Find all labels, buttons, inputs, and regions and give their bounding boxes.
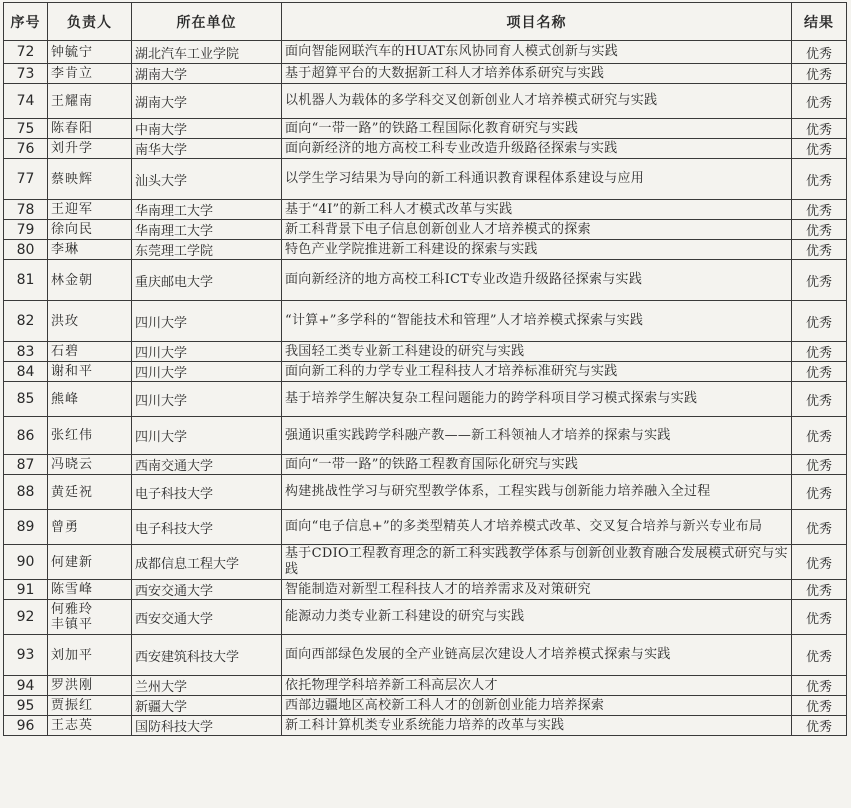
cell-result: 优秀 (792, 676, 847, 696)
table-header-row (4, 3, 847, 41)
cell-person: 王耀南 (48, 84, 132, 119)
cell-unit: 电子科技大学 (132, 510, 282, 545)
cell-person: 冯晓云 (48, 455, 132, 475)
cell-seq: 86 (4, 417, 48, 455)
cell-project: 依托物理学科培养新工科高层次人才 (282, 676, 792, 696)
cell-unit: 湖北汽车工业学院 (132, 41, 282, 64)
cell-project: 构建挑战性学习与研究型教学体系，工程实践与创新能力培养融入全过程 (282, 475, 792, 510)
cell-person: 李琳 (48, 240, 132, 260)
table-row (4, 240, 847, 260)
cell-unit: 四川大学 (132, 417, 282, 455)
cell-person: 徐向民 (48, 220, 132, 240)
cell-unit: 国防科技大学 (132, 716, 282, 736)
cell-person: 石碧 (48, 342, 132, 362)
cell-project: 基于“4I”的新工科人才模式改革与实践 (282, 200, 792, 220)
table-body (4, 41, 847, 736)
table-row (4, 580, 847, 600)
cell-result: 优秀 (792, 417, 847, 455)
cell-person: 陈春阳 (48, 119, 132, 139)
cell-seq: 78 (4, 200, 48, 220)
table-row (4, 41, 847, 64)
cell-result: 优秀 (792, 475, 847, 510)
cell-result: 优秀 (792, 84, 847, 119)
cell-seq: 73 (4, 64, 48, 84)
table-row (4, 139, 847, 159)
header-seq: 序号 (4, 3, 48, 41)
header-unit: 所在单位 (132, 3, 282, 41)
cell-seq: 92 (4, 600, 48, 635)
table-row (4, 475, 847, 510)
cell-unit: 西南交通大学 (132, 455, 282, 475)
cell-project: 特色产业学院推进新工科建设的探索与实践 (282, 240, 792, 260)
cell-result: 优秀 (792, 260, 847, 301)
awards-table (3, 2, 847, 736)
cell-unit: 四川大学 (132, 301, 282, 342)
table-row (4, 417, 847, 455)
cell-project: 智能制造对新型工程科技人才的培养需求及对策研究 (282, 580, 792, 600)
table-row (4, 696, 847, 716)
cell-person: 罗洪刚 (48, 676, 132, 696)
cell-result: 优秀 (792, 455, 847, 475)
cell-person: 林金朝 (48, 260, 132, 301)
table-row (4, 716, 847, 736)
cell-project: 新工科背景下电子信息创新创业人才培养模式的探索 (282, 220, 792, 240)
cell-person: 李肯立 (48, 64, 132, 84)
cell-seq: 72 (4, 41, 48, 64)
cell-person: 钟毓宁 (48, 41, 132, 64)
cell-project: 面向西部绿色发展的全产业链高层次建设人才培养模式探索与实践 (282, 635, 792, 676)
table-row (4, 301, 847, 342)
cell-person: 蔡映辉 (48, 159, 132, 200)
cell-result: 优秀 (792, 41, 847, 64)
cell-result: 优秀 (792, 510, 847, 545)
cell-unit: 湖南大学 (132, 84, 282, 119)
cell-seq: 85 (4, 382, 48, 417)
cell-result: 优秀 (792, 159, 847, 200)
cell-project: 面向“电子信息+”的多类型精英人才培养模式改革、交叉复合培养与新兴专业布局 (282, 510, 792, 545)
cell-result: 优秀 (792, 580, 847, 600)
cell-result: 优秀 (792, 696, 847, 716)
cell-seq: 74 (4, 84, 48, 119)
table-row (4, 382, 847, 417)
cell-seq: 75 (4, 119, 48, 139)
cell-result: 优秀 (792, 64, 847, 84)
cell-person: 熊峰 (48, 382, 132, 417)
cell-seq: 95 (4, 696, 48, 716)
header-person: 负责人 (48, 3, 132, 41)
cell-seq: 94 (4, 676, 48, 696)
cell-person: 陈雪峰 (48, 580, 132, 600)
cell-unit: 中南大学 (132, 119, 282, 139)
cell-unit: 成都信息工程大学 (132, 545, 282, 580)
cell-project: 西部边疆地区高校新工科人才的创新创业能力培养探索 (282, 696, 792, 716)
cell-seq: 76 (4, 139, 48, 159)
cell-seq: 90 (4, 545, 48, 580)
table-row (4, 510, 847, 545)
cell-project: 面向新经济的地方高校工科ICT专业改造升级路径探索与实践 (282, 260, 792, 301)
cell-project: 面向“一带一路”的铁路工程教育国际化研究与实践 (282, 455, 792, 475)
cell-result: 优秀 (792, 220, 847, 240)
cell-seq: 84 (4, 362, 48, 382)
cell-unit: 东莞理工学院 (132, 240, 282, 260)
cell-project: 面向智能网联汽车的HUAT东风协同育人模式创新与实践 (282, 41, 792, 64)
header-result: 结果 (792, 3, 847, 41)
cell-unit: 汕头大学 (132, 159, 282, 200)
cell-seq: 83 (4, 342, 48, 362)
cell-project: 基于CDIO工程教育理念的新工科实践教学体系与创新创业教育融合发展模式研究与实践 (282, 545, 792, 580)
table-row (4, 84, 847, 119)
cell-project: 面向“一带一路”的铁路工程国际化教育研究与实践 (282, 119, 792, 139)
cell-person: 黄廷祝 (48, 475, 132, 510)
cell-seq: 89 (4, 510, 48, 545)
cell-project: 基于超算平台的大数据新工科人才培养体系研究与实践 (282, 64, 792, 84)
cell-unit: 电子科技大学 (132, 475, 282, 510)
cell-unit: 四川大学 (132, 342, 282, 362)
cell-seq: 91 (4, 580, 48, 600)
cell-result: 优秀 (792, 382, 847, 417)
cell-unit: 西安交通大学 (132, 580, 282, 600)
table-row (4, 600, 847, 635)
cell-result: 优秀 (792, 119, 847, 139)
cell-project: 面向新经济的地方高校工科专业改造升级路径探索与实践 (282, 139, 792, 159)
cell-unit: 兰州大学 (132, 676, 282, 696)
cell-result: 优秀 (792, 362, 847, 382)
cell-unit: 南华大学 (132, 139, 282, 159)
cell-project: 以机器人为载体的多学科交叉创新创业人才培养模式研究与实践 (282, 84, 792, 119)
cell-person: 曾勇 (48, 510, 132, 545)
cell-result: 优秀 (792, 342, 847, 362)
table-row (4, 260, 847, 301)
table-row (4, 635, 847, 676)
cell-result: 优秀 (792, 139, 847, 159)
cell-seq: 80 (4, 240, 48, 260)
cell-project: 我国轻工类专业新工科建设的研究与实践 (282, 342, 792, 362)
cell-project: “计算+”多学科的“智能技术和管理”人才培养模式探索与实践 (282, 301, 792, 342)
cell-project: 能源动力类专业新工科建设的研究与实践 (282, 600, 792, 635)
cell-project: 强通识重实践跨学科融产教——新工科领袖人才培养的探索与实践 (282, 417, 792, 455)
cell-seq: 77 (4, 159, 48, 200)
cell-result: 优秀 (792, 600, 847, 635)
cell-project: 新工科计算机类专业系统能力培养的改革与实践 (282, 716, 792, 736)
cell-unit: 西安交通大学 (132, 600, 282, 635)
table-row (4, 342, 847, 362)
cell-seq: 79 (4, 220, 48, 240)
table-row (4, 159, 847, 200)
cell-unit: 四川大学 (132, 362, 282, 382)
table-row (4, 676, 847, 696)
table-row (4, 455, 847, 475)
cell-person: 洪玫 (48, 301, 132, 342)
cell-seq: 82 (4, 301, 48, 342)
table-row (4, 220, 847, 240)
cell-person: 何建新 (48, 545, 132, 580)
cell-seq: 93 (4, 635, 48, 676)
cell-person: 贾振红 (48, 696, 132, 716)
cell-seq: 87 (4, 455, 48, 475)
cell-seq: 88 (4, 475, 48, 510)
table-row (4, 119, 847, 139)
cell-person: 刘升学 (48, 139, 132, 159)
cell-person: 王迎军 (48, 200, 132, 220)
cell-unit: 四川大学 (132, 382, 282, 417)
cell-result: 优秀 (792, 240, 847, 260)
cell-seq: 81 (4, 260, 48, 301)
cell-unit: 西安建筑科技大学 (132, 635, 282, 676)
cell-project: 以学生学习结果为导向的新工科通识教育课程体系建设与应用 (282, 159, 792, 200)
cell-unit: 重庆邮电大学 (132, 260, 282, 301)
cell-unit: 华南理工大学 (132, 220, 282, 240)
cell-result: 优秀 (792, 200, 847, 220)
table-row (4, 545, 847, 580)
cell-project: 面向新工科的力学专业工程科技人才培养标准研究与实践 (282, 362, 792, 382)
table-row (4, 200, 847, 220)
cell-unit: 新疆大学 (132, 696, 282, 716)
cell-unit: 湖南大学 (132, 64, 282, 84)
cell-person: 谢和平 (48, 362, 132, 382)
table-row (4, 362, 847, 382)
cell-person: 王志英 (48, 716, 132, 736)
cell-person: 刘加平 (48, 635, 132, 676)
cell-project: 基于培养学生解决复杂工程问题能力的跨学科项目学习模式探索与实践 (282, 382, 792, 417)
cell-result: 优秀 (792, 716, 847, 736)
cell-result: 优秀 (792, 301, 847, 342)
cell-seq: 96 (4, 716, 48, 736)
cell-result: 优秀 (792, 545, 847, 580)
cell-person: 张红伟 (48, 417, 132, 455)
table-row (4, 64, 847, 84)
header-project: 项目名称 (282, 3, 792, 41)
cell-unit: 华南理工大学 (132, 200, 282, 220)
cell-person: 何雅玲 丰镇平 (48, 600, 132, 635)
cell-result: 优秀 (792, 635, 847, 676)
